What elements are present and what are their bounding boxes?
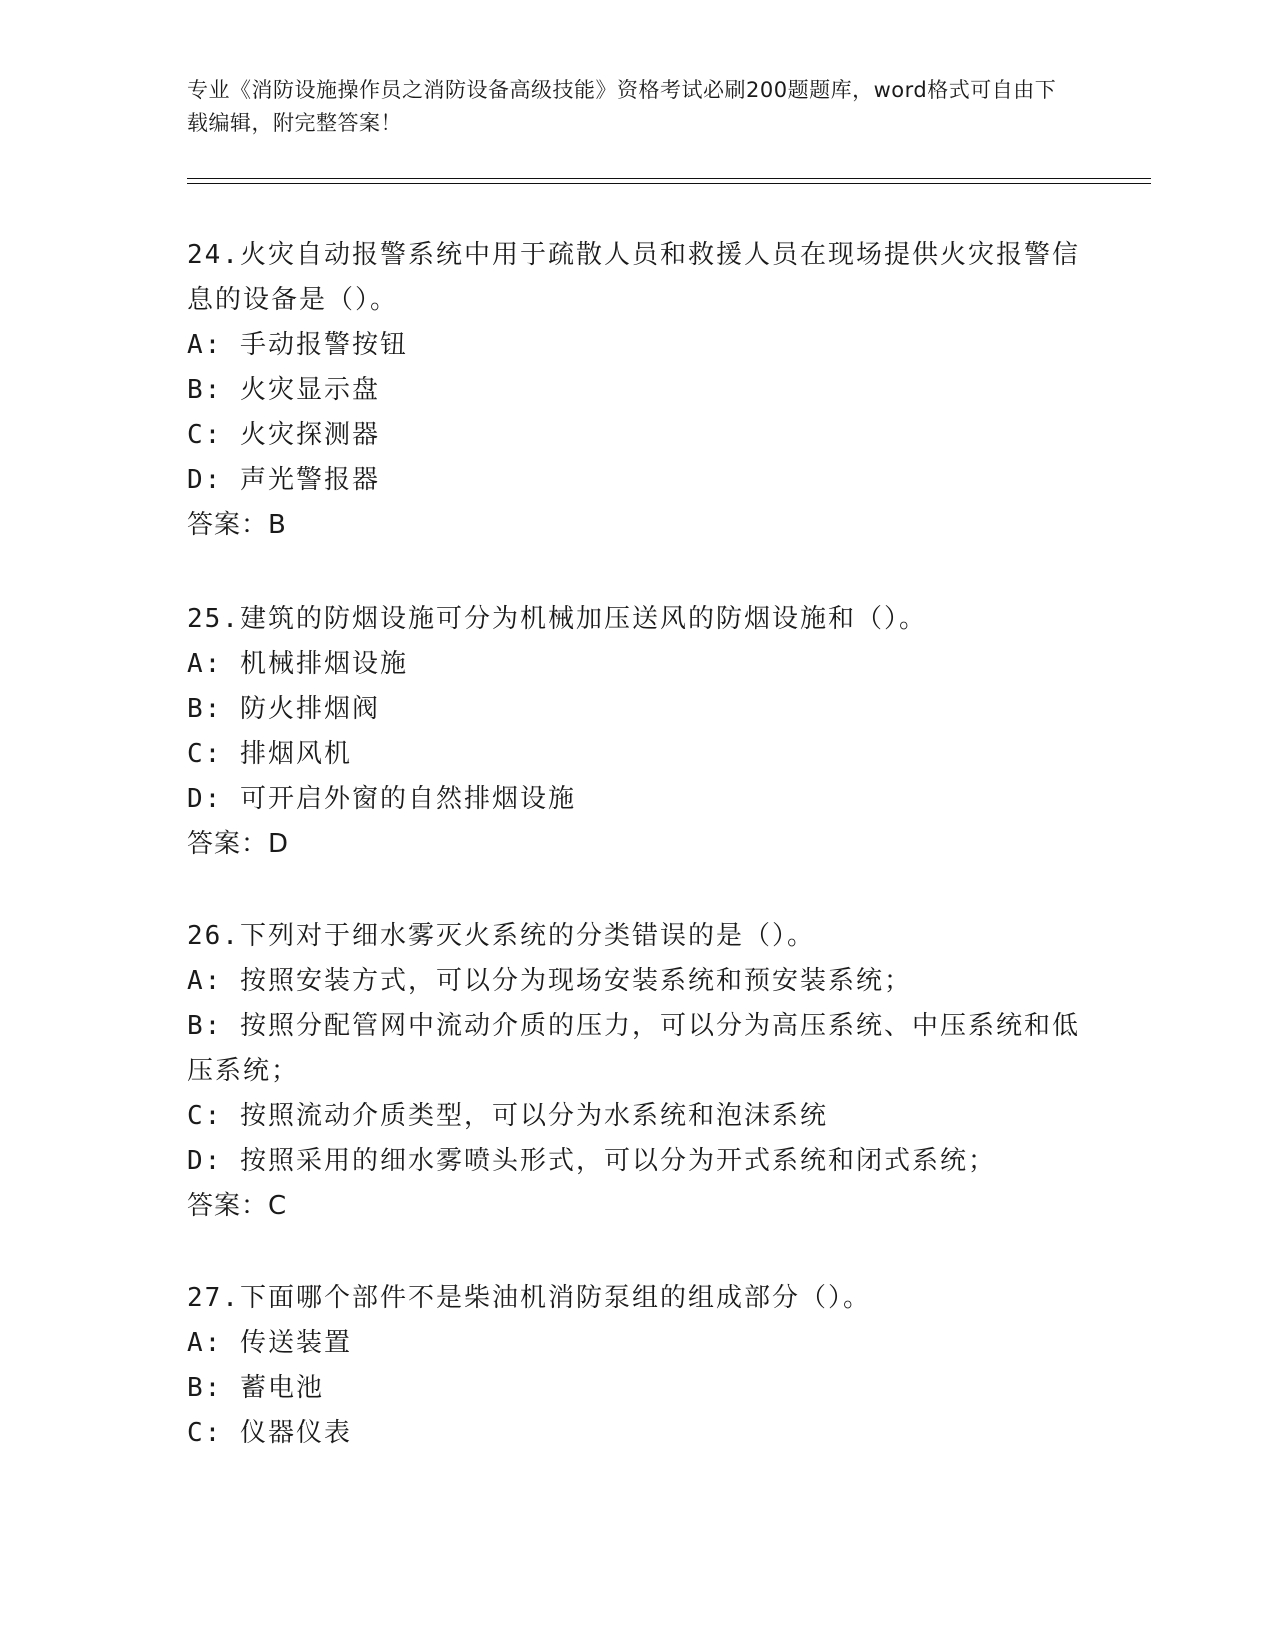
option-b: B: 防火排烟阀 xyxy=(187,694,380,724)
document-header: 专业《消防设施操作员之消防设备高级技能》资格考试必刷200题题库，word格式可自由下载编辑，附完整答案！ xyxy=(187,78,1057,135)
question-25 xyxy=(187,597,1087,867)
answer: 答案：B xyxy=(187,510,287,540)
option-b: B: 按照分配管网中流动介质的压力，可以分为高压系统、中压系统和低压系统； xyxy=(187,1011,1080,1086)
option-c: C: 按照流动介质类型，可以分为水系统和泡沫系统 xyxy=(187,1101,828,1131)
answer: 答案：D xyxy=(187,829,290,859)
question-26 xyxy=(187,914,1087,1229)
header-divider-top xyxy=(187,178,1151,179)
option-d: D: 可开启外窗的自然排烟设施 xyxy=(187,784,576,814)
option-d: D: 按照采用的细水雾喷头形式，可以分为开式系统和闭式系统； xyxy=(187,1146,996,1176)
option-a: A: 按照安装方式，可以分为现场安装系统和预安装系统； xyxy=(187,966,912,996)
option-c: C: 仪器仪表 xyxy=(187,1418,352,1448)
question-27 xyxy=(187,1276,1087,1456)
header-divider-bottom xyxy=(187,183,1151,184)
question-24 xyxy=(187,233,1087,548)
option-a: A: 传送装置 xyxy=(187,1328,352,1358)
option-d: D: 声光警报器 xyxy=(187,465,380,495)
question-stem: 24.火灾自动报警系统中用于疏散人员和救援人员在现场提供火灾报警信息的设备是（）。 xyxy=(187,240,1080,315)
option-b: B: 火灾显示盘 xyxy=(187,375,380,405)
question-stem: 25.建筑的防烟设施可分为机械加压送风的防烟设施和（）。 xyxy=(187,604,927,634)
question-stem: 26.下列对于细水雾灭火系统的分类错误的是（）。 xyxy=(187,921,815,951)
question-stem: 27.下面哪个部件不是柴油机消防泵组的组成部分（）。 xyxy=(187,1283,871,1313)
option-a: A: 机械排烟设施 xyxy=(187,649,408,679)
option-a: A: 手动报警按钮 xyxy=(187,330,408,360)
option-b: B: 蓄电池 xyxy=(187,1373,324,1403)
answer: 答案：C xyxy=(187,1191,288,1221)
option-c: C: 火灾探测器 xyxy=(187,420,380,450)
option-c: C: 排烟风机 xyxy=(187,739,352,769)
